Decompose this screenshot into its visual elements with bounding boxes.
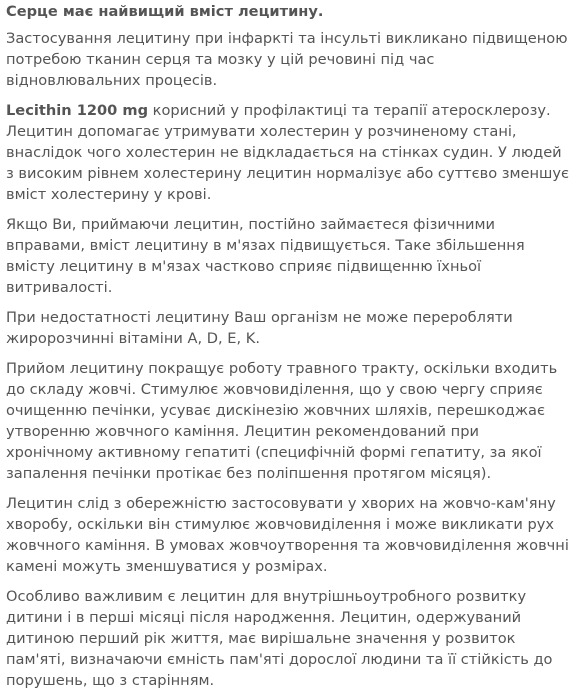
paragraph-text: Прийом лецитину покращує роботу травного тракту, оскільки входить до складу жовчі. Стимулює жовчовиділення, що у свою чергу сприяє очищенню печінки, усуває дискінезію жовчних шляхів, перешкоджає утворенню жовчного каміння. Лецитин рекомендований при хронічному активному гепатиті (специфічній формі гепатиту, за якої запалення печінки протікає без поліпшення протягом місяця).: [6, 360, 558, 482]
paragraph-text: Особливо важливим є лецитин для внутрішньоутробного розвитку дитини і в перші місяці після народження. Лецитин, одержуваний дитиною перший рік життя, має вирішальне значення у розвиток пам'яті, визначаючи ємність пам'яті дорослої людини та її стійкість до порушень, що з старінням.: [6, 588, 553, 689]
product-name: Lecithin 1200 mg: [6, 102, 149, 119]
paragraph-text: корисний у профілактиці та терапії атеросклерозу. Лецитин допомагає утримувати холестерин у розчиненому стані, внаслідок чого холестерин не відкладається на стінках судин. У людей з високим рівнем холестерину лецитин нормалізує або суттєво зменшує вміст холестерину у крові.: [6, 102, 570, 203]
paragraph-text: Лецитин слід з обережністю застосовувати у хворих на жовчо-кам'яну хворобу, оскільки він стимулює жовчовиділення і може викликати рух жовчного каміння. В умовах жовчоутворення та жовчовиділення жовчні камені можуть зменшуватися у розмірах.: [6, 495, 569, 575]
paragraph-atherosclerosis: [6, 100, 570, 205]
paragraph-text: Якщо Ви, приймаючи лецитин, постійно займаєтеся фізичними вправами, вміст лецитину в м'язах підвищується. Таке збільшення вмісту лецитину в м'язах частково сприяє підвищенню їхньої витривалості.: [6, 216, 525, 296]
paragraph-digestion: [6, 358, 570, 484]
paragraph-text: Застосування лецитину при інфаркті та інсульті викликано підвищеною потребою тканин серця та мозку у цій речовині під час відновлювальних процесів.: [6, 30, 568, 89]
paragraph-vitamins: [6, 307, 570, 349]
paragraph-text: При недостатності лецитину Ваш організм не може переробляти жиророзчинні вітаміни A, D, E, K.: [6, 309, 513, 347]
paragraph-muscles: [6, 214, 570, 298]
article-heading: Серце має найвищий вміст лецитину.: [6, 3, 324, 20]
paragraph-gallstones: [6, 493, 570, 577]
paragraph-child-development: [6, 586, 570, 691]
paragraph-infarction: [6, 28, 570, 91]
